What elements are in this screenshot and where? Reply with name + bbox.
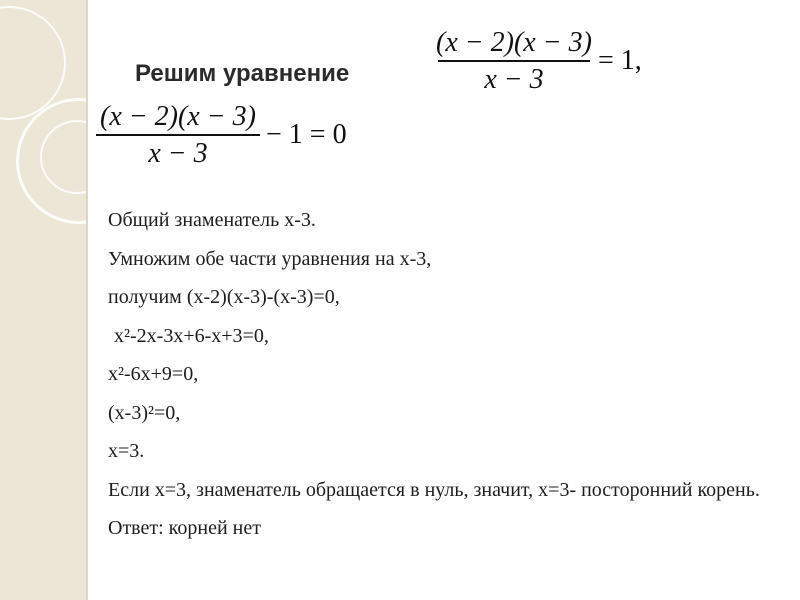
fraction-bar — [438, 60, 590, 62]
solution-line: Умножим обе части уравнения на х-3, — [108, 247, 432, 270]
fraction-numerator: (x − 2)(x − 3) — [100, 101, 256, 132]
fraction-denominator: x − 3 — [484, 63, 544, 95]
equation-rhs: − 1 = 0 — [266, 119, 347, 151]
equation-rearranged — [96, 102, 347, 168]
solution-line: получим (х-2)(х-3)-(х-3)=0, — [108, 286, 340, 308]
equation-original — [436, 28, 642, 94]
equation-rhs: = 1, — [597, 45, 642, 77]
fraction — [436, 28, 592, 94]
solution-line: х²-6х+9=0, — [108, 363, 199, 385]
fraction-numerator: (x − 2)(x − 3) — [436, 27, 592, 58]
solution-line: х²-2х-3х+6-х+3=0, — [114, 324, 269, 347]
side-band-edge — [86, 0, 88, 600]
answer-line: Ответ: корней нет — [108, 516, 261, 539]
solution-line: х=3. — [108, 440, 145, 462]
fraction-denominator: x − 3 — [148, 137, 208, 169]
solution-line: (х-3)²=0, — [108, 401, 181, 424]
decorative-side-band — [0, 0, 86, 600]
fraction — [96, 102, 260, 168]
slide-title: Решим уравнение — [135, 60, 350, 87]
fraction-bar — [96, 134, 260, 136]
solution-line: Если х=3, знаменатель обращается в нуль, значит, х=3- посторонний корень. — [108, 478, 760, 501]
solution-steps — [100, 208, 760, 554]
solution-line: Общий знаменатель х-3. — [108, 209, 316, 231]
